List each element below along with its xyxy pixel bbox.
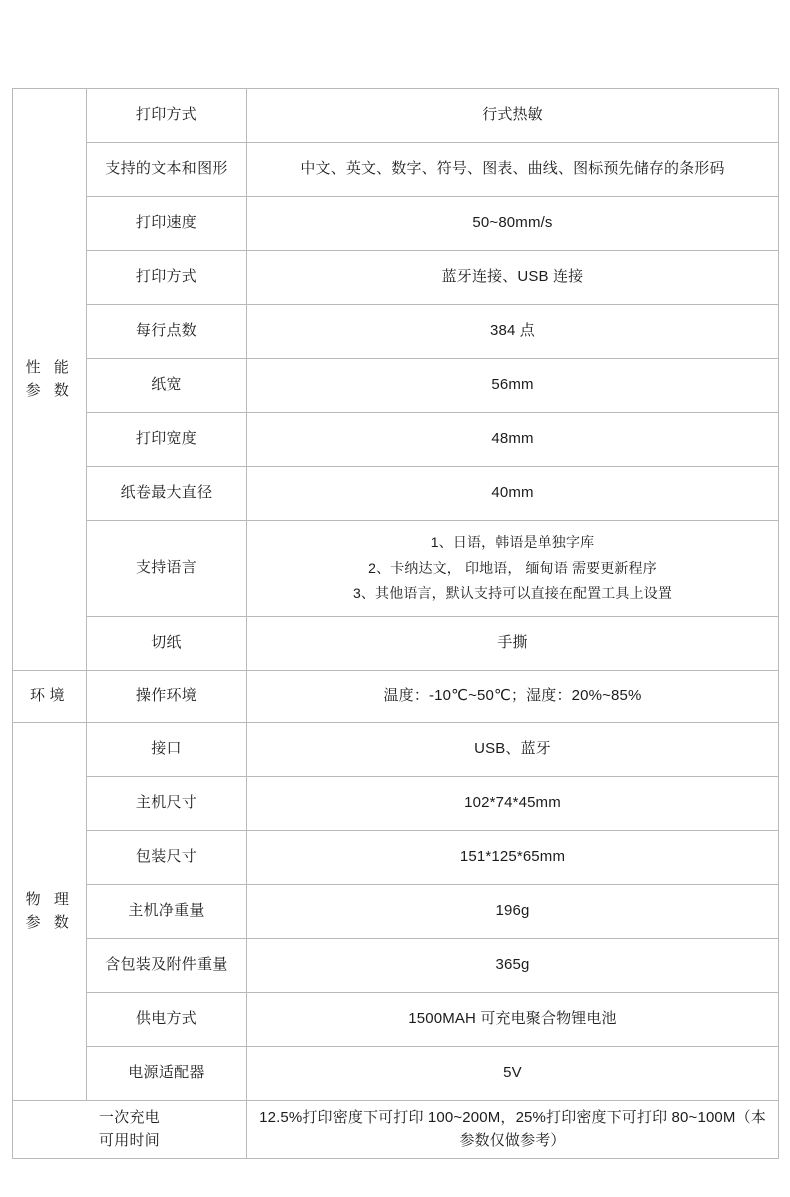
table-row	[13, 993, 779, 1047]
table-row	[13, 521, 779, 617]
group-cell-physical	[13, 723, 87, 1101]
row-value: 中文、英文、数字、符号、图表、曲线、图标预先储存的条形码	[247, 143, 779, 197]
row-value: 40mm	[247, 467, 779, 521]
row-value: 102*74*45mm	[247, 777, 779, 831]
table-row	[13, 831, 779, 885]
table-row	[13, 143, 779, 197]
row-label: 纸卷最大直径	[87, 467, 247, 521]
row-label: 供电方式	[87, 993, 247, 1047]
row-value: 384 点	[247, 305, 779, 359]
footer-value: 12.5%打印密度下可打印 100~200M，25%打印密度下可打印 80~100M（本参数仅做参考）	[247, 1101, 779, 1159]
row-value: USB、蓝牙	[247, 723, 779, 777]
group-cell-performance	[13, 89, 87, 671]
table-row	[13, 617, 779, 671]
table-row	[13, 251, 779, 305]
row-label: 接口	[87, 723, 247, 777]
row-label: 含包装及附件重量	[87, 939, 247, 993]
group-cell-environment	[13, 671, 87, 723]
row-value: 56mm	[247, 359, 779, 413]
row-label: 主机尺寸	[87, 777, 247, 831]
row-label: 支持语言	[87, 521, 247, 617]
row-value: 行式热敏	[247, 89, 779, 143]
row-value	[247, 521, 779, 617]
row-value-line: 2、卡纳达文， 印地语， 缅甸语 需要更新程序	[368, 559, 657, 576]
row-label: 操作环境	[87, 671, 247, 723]
row-value: 5V	[247, 1047, 779, 1101]
table-row	[13, 723, 779, 777]
footer-label-line: 可用时间	[98, 1131, 161, 1149]
row-value: 手撕	[247, 617, 779, 671]
row-label: 打印方式	[87, 251, 247, 305]
group-label: 性 能 参 数	[25, 359, 74, 399]
row-value: 48mm	[247, 413, 779, 467]
row-value: 50~80mm/s	[247, 197, 779, 251]
row-value: 1500MAH 可充电聚合物锂电池	[247, 993, 779, 1047]
row-value: 温度：-10℃~50℃；湿度：20%~85%	[247, 671, 779, 723]
row-value: 蓝牙连接、USB 连接	[247, 251, 779, 305]
specification-table	[12, 88, 779, 1159]
row-value: 365g	[247, 939, 779, 993]
table-row	[13, 197, 779, 251]
row-label: 每行点数	[87, 305, 247, 359]
table-row-battery-life	[13, 1101, 779, 1159]
row-value: 151*125*65mm	[247, 831, 779, 885]
footer-label-line: 一次充电	[98, 1109, 161, 1126]
footer-label	[13, 1101, 247, 1159]
row-label: 主机净重量	[87, 885, 247, 939]
row-label: 打印速度	[87, 197, 247, 251]
table-row	[13, 359, 779, 413]
table-row	[13, 89, 779, 143]
table-row	[13, 1047, 779, 1101]
table-row	[13, 467, 779, 521]
table-row	[13, 305, 779, 359]
table-row	[13, 777, 779, 831]
table-row	[13, 885, 779, 939]
table-row	[13, 413, 779, 467]
row-label: 切纸	[87, 617, 247, 671]
table-row	[13, 939, 779, 993]
row-value-line: 3、其他语言，默认支持可以直接在配置工具上设置	[352, 585, 672, 602]
row-value-line: 1、日语，韩语是单独字库	[430, 533, 595, 550]
row-label: 打印宽度	[87, 413, 247, 467]
row-label: 支持的文本和图形	[87, 143, 247, 197]
table-row	[13, 671, 779, 723]
row-label: 包装尺寸	[87, 831, 247, 885]
group-label: 环境	[29, 687, 69, 705]
row-label: 电源适配器	[87, 1047, 247, 1101]
row-label: 打印方式	[87, 89, 247, 143]
group-label: 物 理 参 数	[25, 891, 74, 931]
row-label: 纸宽	[87, 359, 247, 413]
table-body	[13, 89, 779, 1159]
row-value: 196g	[247, 885, 779, 939]
